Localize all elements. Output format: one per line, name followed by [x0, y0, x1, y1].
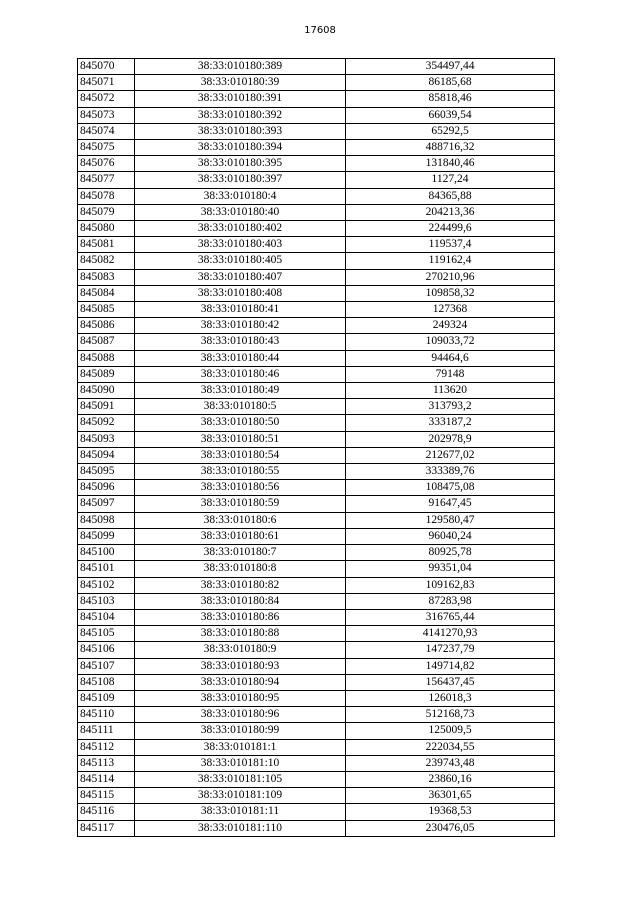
cadastral-number-cell: 38:33:010180:8	[135, 561, 346, 577]
row-number-cell: 845078	[78, 188, 135, 204]
table-row	[78, 221, 555, 237]
row-number-cell: 845091	[78, 399, 135, 415]
cadastral-number-cell: 38:33:010180:84	[135, 593, 346, 609]
table-row	[78, 626, 555, 642]
cadastral-number-cell: 38:33:010180:50	[135, 415, 346, 431]
cadastral-value-cell: 354497,44	[346, 59, 555, 75]
table-row	[78, 123, 555, 139]
cadastral-value-cell: 86185,68	[346, 75, 555, 91]
cadastral-value-cell: 19368,53	[346, 804, 555, 820]
table-row	[78, 350, 555, 366]
row-number-cell: 845109	[78, 690, 135, 706]
cadastral-value-cell: 333187,2	[346, 415, 555, 431]
table-row	[78, 253, 555, 269]
table-row	[78, 755, 555, 771]
cadastral-value-cell: 109858,32	[346, 285, 555, 301]
cadastral-number-cell: 38:33:010180:5	[135, 399, 346, 415]
row-number-cell: 845088	[78, 350, 135, 366]
cadastral-value-cell: 222034,55	[346, 739, 555, 755]
cadastral-value-cell: 333389,76	[346, 464, 555, 480]
cadastral-number-cell: 38:33:010180:41	[135, 302, 346, 318]
cadastral-number-cell: 38:33:010180:99	[135, 723, 346, 739]
table-row	[78, 788, 555, 804]
cadastral-number-cell: 38:33:010180:42	[135, 318, 346, 334]
table-row	[78, 302, 555, 318]
row-number-cell: 845116	[78, 804, 135, 820]
row-number-cell: 845073	[78, 107, 135, 123]
table-row	[78, 820, 555, 836]
table-row	[78, 609, 555, 625]
table-row	[78, 771, 555, 787]
row-number-cell: 845076	[78, 156, 135, 172]
cadastral-number-cell: 38:33:010180:55	[135, 464, 346, 480]
table-row	[78, 431, 555, 447]
row-number-cell: 845086	[78, 318, 135, 334]
row-number-cell: 845099	[78, 528, 135, 544]
table-row	[78, 528, 555, 544]
cadastral-number-cell: 38:33:010180:95	[135, 690, 346, 706]
cadastral-number-cell: 38:33:010180:391	[135, 91, 346, 107]
table-row	[78, 204, 555, 220]
cadastral-number-cell: 38:33:010180:82	[135, 577, 346, 593]
cadastral-value-cell: 239743,48	[346, 755, 555, 771]
cadastral-number-cell: 38:33:010180:93	[135, 658, 346, 674]
cadastral-value-cell: 125009,5	[346, 723, 555, 739]
cadastral-value-cell: 224499,6	[346, 221, 555, 237]
cadastral-number-cell: 38:33:010180:59	[135, 496, 346, 512]
cadastral-number-cell: 38:33:010180:46	[135, 366, 346, 382]
row-number-cell: 845096	[78, 480, 135, 496]
cadastral-number-cell: 38:33:010180:4	[135, 188, 346, 204]
cadastral-value-cell: 119162,4	[346, 253, 555, 269]
cadastral-value-cell: 85818,46	[346, 91, 555, 107]
row-number-cell: 845097	[78, 496, 135, 512]
table-body	[78, 59, 555, 837]
row-number-cell: 845112	[78, 739, 135, 755]
table-row	[78, 59, 555, 75]
row-number-cell: 845071	[78, 75, 135, 91]
row-number-cell: 845095	[78, 464, 135, 480]
table-row	[78, 577, 555, 593]
cadastral-value-cell: 66039,54	[346, 107, 555, 123]
table-row	[78, 107, 555, 123]
cadastral-number-cell: 38:33:010180:86	[135, 609, 346, 625]
table-row	[78, 318, 555, 334]
row-number-cell: 845106	[78, 642, 135, 658]
cadastral-value-cell: 84365,88	[346, 188, 555, 204]
cadastral-number-cell: 38:33:010180:392	[135, 107, 346, 123]
row-number-cell: 845114	[78, 771, 135, 787]
table-row	[78, 642, 555, 658]
cadastral-number-cell: 38:33:010180:54	[135, 447, 346, 463]
cadastral-value-cell: 131840,46	[346, 156, 555, 172]
cadastral-number-cell: 38:33:010181:110	[135, 820, 346, 836]
page-number: 17608	[304, 25, 336, 36]
cadastral-number-cell: 38:33:010180:39	[135, 75, 346, 91]
cadastral-value-cell: 488716,32	[346, 140, 555, 156]
cadastral-value-cell: 108475,08	[346, 480, 555, 496]
cadastral-number-cell: 38:33:010180:96	[135, 707, 346, 723]
cadastral-value-cell: 65292,5	[346, 123, 555, 139]
row-number-cell: 845083	[78, 269, 135, 285]
table-row	[78, 334, 555, 350]
row-number-cell: 845115	[78, 788, 135, 804]
row-number-cell: 845087	[78, 334, 135, 350]
cadastral-value-cell: 23860,16	[346, 771, 555, 787]
cadastral-number-cell: 38:33:010180:402	[135, 221, 346, 237]
row-number-cell: 845100	[78, 545, 135, 561]
cadastral-number-cell: 38:33:010180:40	[135, 204, 346, 220]
cadastral-number-cell: 38:33:010180:9	[135, 642, 346, 658]
cadastral-number-cell: 38:33:010180:393	[135, 123, 346, 139]
table-row	[78, 383, 555, 399]
row-number-cell: 845104	[78, 609, 135, 625]
cadastral-number-cell: 38:33:010180:389	[135, 59, 346, 75]
row-number-cell: 845093	[78, 431, 135, 447]
row-number-cell: 845108	[78, 674, 135, 690]
row-number-cell: 845089	[78, 366, 135, 382]
row-number-cell: 845074	[78, 123, 135, 139]
cadastral-number-cell: 38:33:010180:7	[135, 545, 346, 561]
row-number-cell: 845092	[78, 415, 135, 431]
cadastral-number-cell: 38:33:010180:43	[135, 334, 346, 350]
table-row	[78, 140, 555, 156]
cadastral-value-cell: 119537,4	[346, 237, 555, 253]
row-number-cell: 845084	[78, 285, 135, 301]
cadastral-number-cell: 38:33:010180:395	[135, 156, 346, 172]
row-number-cell: 845090	[78, 383, 135, 399]
cadastral-value-cell: 202978,9	[346, 431, 555, 447]
table-row	[78, 172, 555, 188]
cadastral-value-cell: 4141270,93	[346, 626, 555, 642]
table-row	[78, 593, 555, 609]
table-row	[78, 545, 555, 561]
cadastral-number-cell: 38:33:010181:11	[135, 804, 346, 820]
table-row	[78, 75, 555, 91]
cadastral-value-cell: 126018,3	[346, 690, 555, 706]
row-number-cell: 845075	[78, 140, 135, 156]
cadastral-value-cell: 316765,44	[346, 609, 555, 625]
cadastral-value-cell: 79148	[346, 366, 555, 382]
table-row	[78, 447, 555, 463]
cadastral-value-cell: 230476,05	[346, 820, 555, 836]
row-number-cell: 845098	[78, 512, 135, 528]
row-number-cell: 845072	[78, 91, 135, 107]
cadastral-number-cell: 38:33:010181:105	[135, 771, 346, 787]
cadastral-value-cell: 94464,6	[346, 350, 555, 366]
table-row	[78, 512, 555, 528]
cadastral-value-cell: 270210,96	[346, 269, 555, 285]
cadastral-number-cell: 38:33:010181:10	[135, 755, 346, 771]
table-row	[78, 285, 555, 301]
row-number-cell: 845094	[78, 447, 135, 463]
table-row	[78, 690, 555, 706]
cadastral-number-cell: 38:33:010180:394	[135, 140, 346, 156]
table-row	[78, 237, 555, 253]
row-number-cell: 845081	[78, 237, 135, 253]
table-row	[78, 269, 555, 285]
cadastral-number-cell: 38:33:010180:405	[135, 253, 346, 269]
cadastral-value-cell: 149714,82	[346, 658, 555, 674]
table-row	[78, 707, 555, 723]
cadastral-value-cell: 99351,04	[346, 561, 555, 577]
table-row	[78, 464, 555, 480]
row-number-cell: 845105	[78, 626, 135, 642]
cadastral-value-cell: 249324	[346, 318, 555, 334]
cadastral-value-cell: 1127,24	[346, 172, 555, 188]
cadastral-number-cell: 38:33:010180:6	[135, 512, 346, 528]
table-row	[78, 188, 555, 204]
cadastral-number-cell: 38:33:010180:44	[135, 350, 346, 366]
cadastral-number-cell: 38:33:010180:407	[135, 269, 346, 285]
cadastral-value-cell: 80925,78	[346, 545, 555, 561]
table-row	[78, 561, 555, 577]
cadastral-value-cell: 87283,98	[346, 593, 555, 609]
row-number-cell: 845107	[78, 658, 135, 674]
table-row	[78, 723, 555, 739]
cadastral-value-cell: 113620	[346, 383, 555, 399]
cadastral-value-cell: 127368	[346, 302, 555, 318]
table-row	[78, 674, 555, 690]
cadastral-number-cell: 38:33:010180:56	[135, 480, 346, 496]
cadastral-value-cell: 512168,73	[346, 707, 555, 723]
cadastral-number-cell: 38:33:010180:88	[135, 626, 346, 642]
row-number-cell: 845103	[78, 593, 135, 609]
row-number-cell: 845080	[78, 221, 135, 237]
table-row	[78, 658, 555, 674]
cadastral-value-table	[77, 58, 555, 837]
table-row	[78, 480, 555, 496]
row-number-cell: 845079	[78, 204, 135, 220]
row-number-cell: 845077	[78, 172, 135, 188]
row-number-cell: 845117	[78, 820, 135, 836]
cadastral-value-cell: 96040,24	[346, 528, 555, 544]
cadastral-number-cell: 38:33:010180:51	[135, 431, 346, 447]
cadastral-number-cell: 38:33:010180:49	[135, 383, 346, 399]
cadastral-value-cell: 313793,2	[346, 399, 555, 415]
table-row	[78, 399, 555, 415]
cadastral-value-cell: 129580,47	[346, 512, 555, 528]
cadastral-value-cell: 156437,45	[346, 674, 555, 690]
table-row	[78, 804, 555, 820]
cadastral-value-cell: 212677,02	[346, 447, 555, 463]
cadastral-value-cell: 36301,65	[346, 788, 555, 804]
row-number-cell: 845101	[78, 561, 135, 577]
row-number-cell: 845082	[78, 253, 135, 269]
cadastral-number-cell: 38:33:010180:408	[135, 285, 346, 301]
cadastral-number-cell: 38:33:010181:109	[135, 788, 346, 804]
cadastral-value-cell: 109162,83	[346, 577, 555, 593]
cadastral-number-cell: 38:33:010180:403	[135, 237, 346, 253]
table-row	[78, 156, 555, 172]
row-number-cell: 845110	[78, 707, 135, 723]
cadastral-number-cell: 38:33:010180:397	[135, 172, 346, 188]
cadastral-value-cell: 204213,36	[346, 204, 555, 220]
cadastral-number-cell: 38:33:010180:61	[135, 528, 346, 544]
table-row	[78, 739, 555, 755]
row-number-cell: 845070	[78, 59, 135, 75]
cadastral-value-cell: 109033,72	[346, 334, 555, 350]
table-row	[78, 91, 555, 107]
row-number-cell: 845085	[78, 302, 135, 318]
row-number-cell: 845111	[78, 723, 135, 739]
row-number-cell: 845113	[78, 755, 135, 771]
table-row	[78, 415, 555, 431]
cadastral-value-cell: 91647,45	[346, 496, 555, 512]
table-row	[78, 366, 555, 382]
cadastral-number-cell: 38:33:010180:94	[135, 674, 346, 690]
row-number-cell: 845102	[78, 577, 135, 593]
cadastral-value-cell: 147237,79	[346, 642, 555, 658]
table-row	[78, 496, 555, 512]
cadastral-number-cell: 38:33:010181:1	[135, 739, 346, 755]
